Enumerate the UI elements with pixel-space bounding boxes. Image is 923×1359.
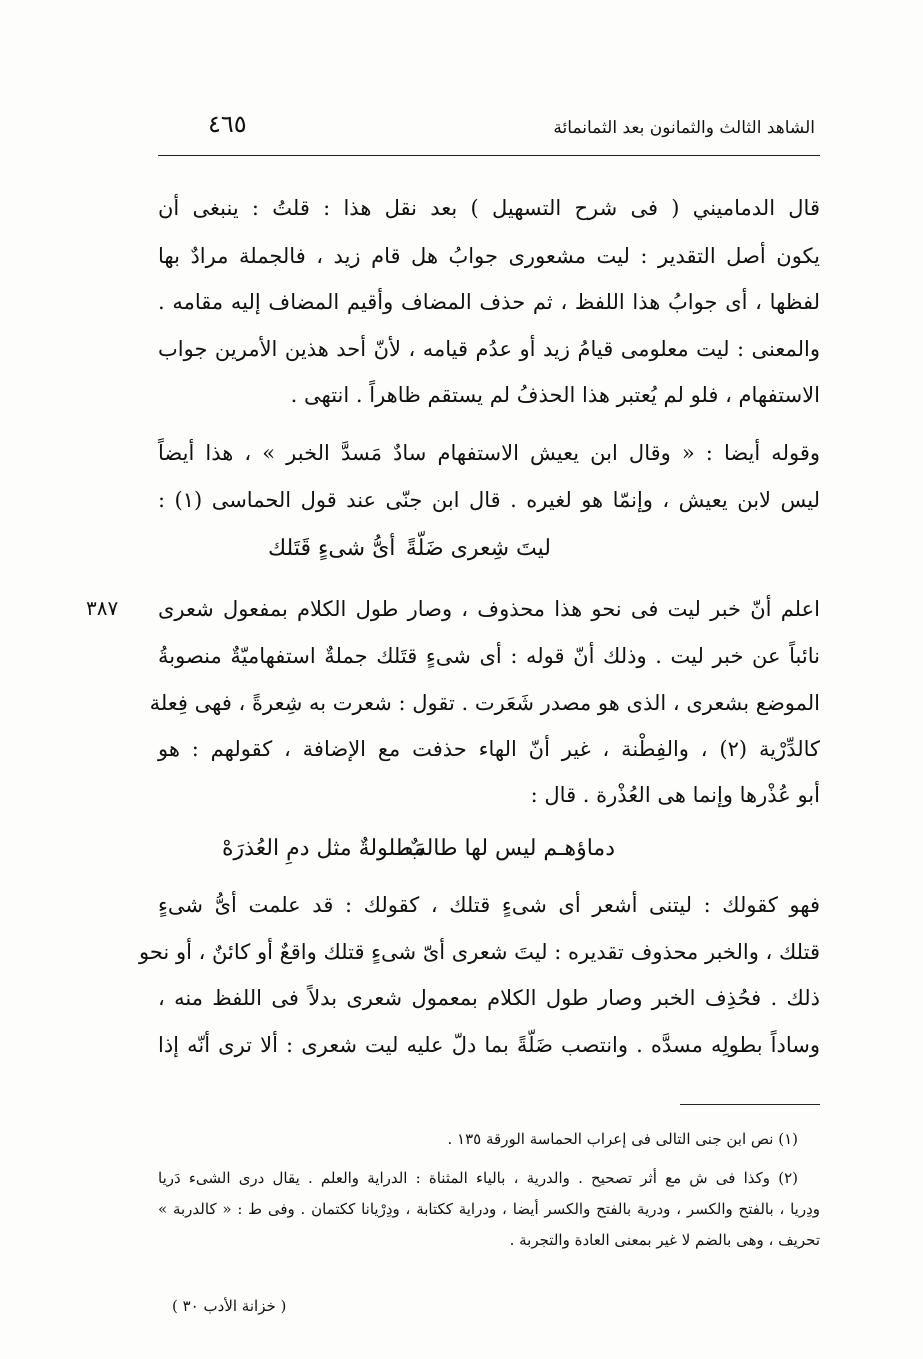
text-line: فهو كقولك : ليتنى أشعر أى شىءٍ قتلك ، كقولك : قد علمت أىُّ شىءٍ <box>158 893 820 917</box>
text-line: اعلم أنّ خبر ليت فى نحو هذا محذوف ، وصار طول الكلام بمفعول شعرى <box>158 597 820 621</box>
text-line: قتلك ، والخبر محذوف تقديره : ليتَ شعرى أىّ شىءٍ قتلك واقعٌ أو كائنٌ ، أو نحو <box>139 940 820 964</box>
verse-hemistich-right: دماؤهـم ليس لها طالبٌ <box>404 836 615 861</box>
text-line: لفظها ، أى جوابُ هذا اللفظ ، ثم حذف المضاف وأقيم المضاف إليه مقامه . <box>158 290 820 314</box>
footnote-rule <box>680 1104 820 1105</box>
verse-hemistich-left: مَطلولةٌ مثل دمِ العُذرَهْ <box>222 836 426 861</box>
text-line: أبو عُذْرها وإنما هى العُذْرة . قال : <box>530 783 820 807</box>
text-line: نائباً عن خبر ليت . وذلك أنّ قوله : أى شىءٍ قتَلك جملةٌ استفهاميّةٌ منصوبةُ <box>158 644 820 668</box>
footnote-text: (١) نص ابن جنى التالى فى إعراب الحماسة الورقة ١٣٥ . <box>447 1130 798 1148</box>
footnote-1 <box>158 1127 820 1151</box>
margin-number: ٣٨٧ <box>86 596 119 620</box>
text-line: كالدِّرْية (٢) ، والفِطْنة ، غير أنّ الهاء حذفت مع الإضافة ، كقولهم : هو <box>158 737 821 761</box>
text-line: وساداً بطولِه مسدَّه . وانتصب ضَلّةً بما دلّ عليه ليت شعرى : ألا ترى أنّه إذا <box>158 1033 820 1057</box>
text-line: الموضع بشعرى ، الذى هو مصدر شَعَرت . تقول : شعرت به شِعرةً ، فهى فِعلة <box>149 691 820 715</box>
running-header-title: الشاهد الثالث والثمانون بعد الثمانمائة <box>553 118 815 138</box>
page-number: ٤٦٥ <box>208 110 247 138</box>
verse-hemistich-right: ليتَ شِعرى ضَلّةً <box>405 536 551 561</box>
text-line: ليس لابن يعيش ، وإنمّا هو لغيره . قال ابن جنّى عند قول الحماسى (١) : <box>158 488 820 512</box>
text-line: وقوله أيضا : « وقال ابن يعيش الاستفهام سادٌ مَسدَّ الخبر » ، هذا أيضاً <box>158 441 820 465</box>
signature-mark: ( خزانة الأدب ٣٠ ) <box>172 1297 287 1315</box>
text-line: ذلك . فحُذِف الخبر وصار طول الكلام بمعمول شعرى بدلاً فى اللفظ منه ، <box>158 986 820 1010</box>
verse-hemistich-left: أىُّ شىءٍ قَتَلك <box>268 536 396 561</box>
header-rule <box>158 155 820 156</box>
footnote-2-line: (٢) وكذا فى ش مع أثر تصحيح . والدرية ، بالياء المثناة : الدراية والعلم . يقال درى الشىء دَريا <box>158 1169 798 1187</box>
text-line: يكون أصل التقدير : ليت مشعورى جوابُ هل قام زيد ، فالجملة مرادٌ بها <box>158 244 820 268</box>
footnote-2-line: ودِريا ، بالفتح والكسر ، ودرية بالفتح والكسر أيضا ، ودراية ككتابة ، ودِرْيانا ككتمان . وفى ط : « كالدربة » <box>158 1200 820 1218</box>
text-line: الاستفهام ، فلو لم يُعتبر هذا الحذفُ لم يستقم ظاهراً . انتهى . <box>290 383 820 407</box>
footnote-2-line: تحريف ، وهى بالضم لا غير بمعنى العادة والتجربة . <box>509 1231 820 1249</box>
text-line: قال الدماميني ( فى شرح التسهيل ) بعد نقل هذا : قلتُ : ينبغى أن <box>158 196 820 220</box>
text-line: والمعنى : ليت معلومى قيامُ زيد أو عدُم قيامه ، لأنّ أحد هذين الأمرين جواب <box>158 337 820 361</box>
